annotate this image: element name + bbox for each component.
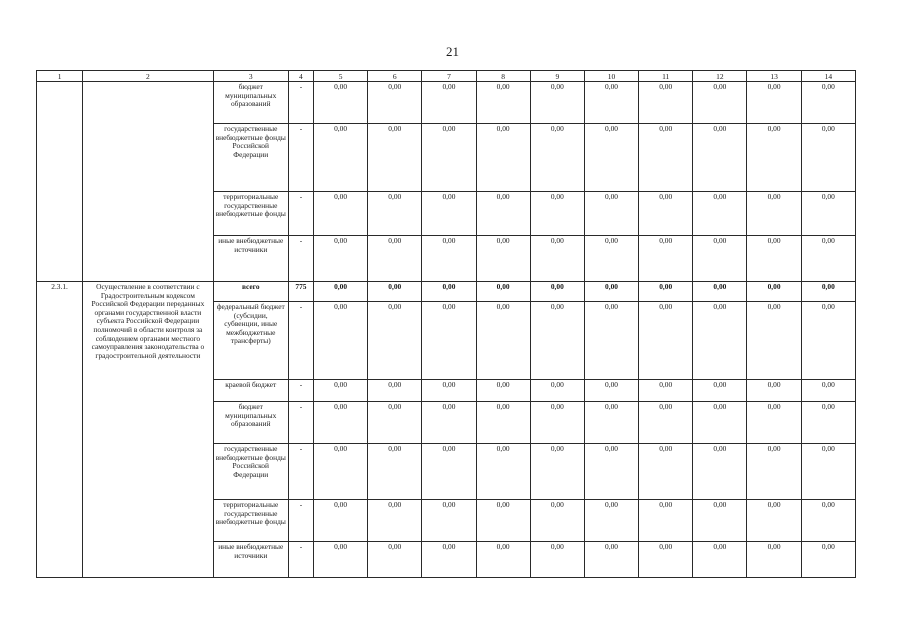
value-cell: 0,00 [476, 500, 530, 542]
value-cell: 0,00 [801, 124, 855, 192]
value-cell: 0,00 [313, 380, 367, 402]
value-cell: 0,00 [422, 282, 476, 302]
value-cell: 0,00 [639, 380, 693, 402]
funding-source: бюджет муниципальных образований [213, 82, 288, 124]
value-cell: 0,00 [639, 192, 693, 236]
value-cell: 0,00 [368, 444, 422, 500]
value-cell: 0,00 [476, 542, 530, 578]
value-cell: 0,00 [530, 124, 584, 192]
code-cell: - [288, 192, 313, 236]
value-cell: 0,00 [801, 282, 855, 302]
value-cell: 0,00 [693, 302, 747, 380]
value-cell: 0,00 [476, 402, 530, 444]
column-header: 11 [639, 71, 693, 82]
value-cell: 0,00 [693, 500, 747, 542]
value-cell: 0,00 [368, 236, 422, 282]
value-cell: 0,00 [801, 236, 855, 282]
column-header: 14 [801, 71, 855, 82]
value-cell: 0,00 [801, 82, 855, 124]
value-cell: 0,00 [693, 444, 747, 500]
value-cell: 0,00 [476, 282, 530, 302]
value-cell: 0,00 [584, 380, 638, 402]
item-description: Осуществление в соответствии с Градостроительным кодексом Российской Федерации переданных органами государственной власти субъекта Российской Федерации полномочий в области контроля за соблюдением органами местного самоуправления законодательства о градостроительной деятельности [83, 282, 213, 578]
value-cell: 0,00 [476, 444, 530, 500]
value-cell: 0,00 [584, 500, 638, 542]
value-cell: 0,00 [639, 402, 693, 444]
value-cell: 0,00 [422, 124, 476, 192]
funding-source: федеральный бюджет (субсидии, субвенции, иные межбюджетные трансферты) [213, 302, 288, 380]
value-cell: 0,00 [693, 402, 747, 444]
funding-source: краевой бюджет [213, 380, 288, 402]
value-cell: 0,00 [747, 82, 801, 124]
funding-source: государственные внебюджетные фонды Российской Федерации [213, 124, 288, 192]
value-cell: 0,00 [313, 542, 367, 578]
column-header: 1 [37, 71, 83, 82]
value-cell: 0,00 [801, 444, 855, 500]
value-cell: 0,00 [639, 500, 693, 542]
item-number: 2.3.1. [37, 282, 83, 578]
value-cell: 0,00 [530, 282, 584, 302]
value-cell: 0,00 [584, 82, 638, 124]
value-cell: 0,00 [747, 282, 801, 302]
value-cell: 0,00 [368, 380, 422, 402]
code-cell: - [288, 236, 313, 282]
value-cell: 0,00 [313, 236, 367, 282]
item-description [83, 82, 213, 282]
value-cell: 0,00 [530, 402, 584, 444]
code-cell: - [288, 500, 313, 542]
funding-source: государственные внебюджетные фонды Российской Федерации [213, 444, 288, 500]
value-cell: 0,00 [801, 380, 855, 402]
value-cell: 0,00 [584, 542, 638, 578]
value-cell: 0,00 [747, 192, 801, 236]
value-cell: 0,00 [368, 192, 422, 236]
value-cell: 0,00 [801, 542, 855, 578]
group-continued [37, 82, 856, 282]
value-cell: 0,00 [476, 380, 530, 402]
value-cell: 0,00 [368, 124, 422, 192]
group-2-3-1 [37, 282, 856, 578]
value-cell: 0,00 [530, 500, 584, 542]
value-cell: 0,00 [584, 444, 638, 500]
value-cell: 0,00 [422, 192, 476, 236]
column-header: 13 [747, 71, 801, 82]
value-cell: 0,00 [693, 82, 747, 124]
value-cell: 0,00 [422, 444, 476, 500]
value-cell: 0,00 [530, 380, 584, 402]
value-cell: 0,00 [693, 282, 747, 302]
value-cell: 0,00 [422, 542, 476, 578]
value-cell: 0,00 [693, 192, 747, 236]
value-cell: 0,00 [693, 380, 747, 402]
funding-source: иные внебюджетные источники [213, 542, 288, 578]
item-number [37, 82, 83, 282]
value-cell: 0,00 [422, 500, 476, 542]
funding-table [36, 70, 856, 578]
code-cell: - [288, 542, 313, 578]
value-cell: 0,00 [422, 82, 476, 124]
value-cell: 0,00 [313, 124, 367, 192]
value-cell: 0,00 [801, 302, 855, 380]
value-cell: 0,00 [584, 402, 638, 444]
value-cell: 0,00 [476, 302, 530, 380]
value-cell: 0,00 [584, 302, 638, 380]
value-cell: 0,00 [422, 380, 476, 402]
code-cell: - [288, 444, 313, 500]
column-header: 2 [83, 71, 213, 82]
value-cell: 0,00 [530, 82, 584, 124]
column-header: 4 [288, 71, 313, 82]
column-header: 10 [584, 71, 638, 82]
value-cell: 0,00 [639, 302, 693, 380]
value-cell: 0,00 [313, 444, 367, 500]
value-cell: 0,00 [368, 282, 422, 302]
value-cell: 0,00 [476, 82, 530, 124]
value-cell: 0,00 [368, 542, 422, 578]
table-row [37, 282, 856, 302]
value-cell: 0,00 [747, 542, 801, 578]
value-cell: 0,00 [422, 402, 476, 444]
column-header-row [37, 71, 856, 82]
value-cell: 0,00 [801, 500, 855, 542]
value-cell: 0,00 [476, 236, 530, 282]
code-cell: - [288, 380, 313, 402]
value-cell: 0,00 [313, 402, 367, 444]
value-cell: 0,00 [639, 542, 693, 578]
column-header: 12 [693, 71, 747, 82]
value-cell: 0,00 [801, 192, 855, 236]
value-cell: 0,00 [313, 82, 367, 124]
value-cell: 0,00 [530, 542, 584, 578]
value-cell: 0,00 [747, 444, 801, 500]
value-cell: 0,00 [693, 124, 747, 192]
funding-source: территориальные государственные внебюджетные фонды [213, 192, 288, 236]
value-cell: 0,00 [639, 236, 693, 282]
page-number: 21 [446, 44, 459, 59]
value-cell: 0,00 [747, 302, 801, 380]
value-cell: 0,00 [693, 542, 747, 578]
value-cell: 0,00 [368, 402, 422, 444]
code-cell: - [288, 82, 313, 124]
code-cell: 775 [288, 282, 313, 302]
code-cell: - [288, 402, 313, 444]
value-cell: 0,00 [368, 82, 422, 124]
column-header: 7 [422, 71, 476, 82]
column-header: 9 [530, 71, 584, 82]
value-cell: 0,00 [368, 500, 422, 542]
column-header: 3 [213, 71, 288, 82]
value-cell: 0,00 [313, 302, 367, 380]
value-cell: 0,00 [639, 82, 693, 124]
value-cell: 0,00 [530, 302, 584, 380]
table-row [37, 82, 856, 124]
value-cell: 0,00 [747, 402, 801, 444]
value-cell: 0,00 [639, 124, 693, 192]
funding-source: территориальные государственные внебюджетные фонды [213, 500, 288, 542]
value-cell: 0,00 [747, 236, 801, 282]
column-header: 8 [476, 71, 530, 82]
value-cell: 0,00 [747, 380, 801, 402]
value-cell: 0,00 [639, 282, 693, 302]
value-cell: 0,00 [313, 192, 367, 236]
value-cell: 0,00 [584, 282, 638, 302]
value-cell: 0,00 [747, 500, 801, 542]
value-cell: 0,00 [313, 282, 367, 302]
value-cell: 0,00 [530, 444, 584, 500]
funding-source: бюджет муниципальных образований [213, 402, 288, 444]
column-header: 5 [313, 71, 367, 82]
funding-source: всего [213, 282, 288, 302]
value-cell: 0,00 [368, 302, 422, 380]
value-cell: 0,00 [422, 236, 476, 282]
value-cell: 0,00 [476, 124, 530, 192]
funding-source: иные внебюджетные источники [213, 236, 288, 282]
value-cell: 0,00 [801, 402, 855, 444]
code-cell: - [288, 124, 313, 192]
value-cell: 0,00 [530, 192, 584, 236]
value-cell: 0,00 [584, 124, 638, 192]
value-cell: 0,00 [530, 236, 584, 282]
value-cell: 0,00 [747, 124, 801, 192]
value-cell: 0,00 [422, 302, 476, 380]
value-cell: 0,00 [584, 192, 638, 236]
value-cell: 0,00 [693, 236, 747, 282]
code-cell: - [288, 302, 313, 380]
value-cell: 0,00 [476, 192, 530, 236]
column-header: 6 [368, 71, 422, 82]
value-cell: 0,00 [313, 500, 367, 542]
value-cell: 0,00 [584, 236, 638, 282]
value-cell: 0,00 [639, 444, 693, 500]
